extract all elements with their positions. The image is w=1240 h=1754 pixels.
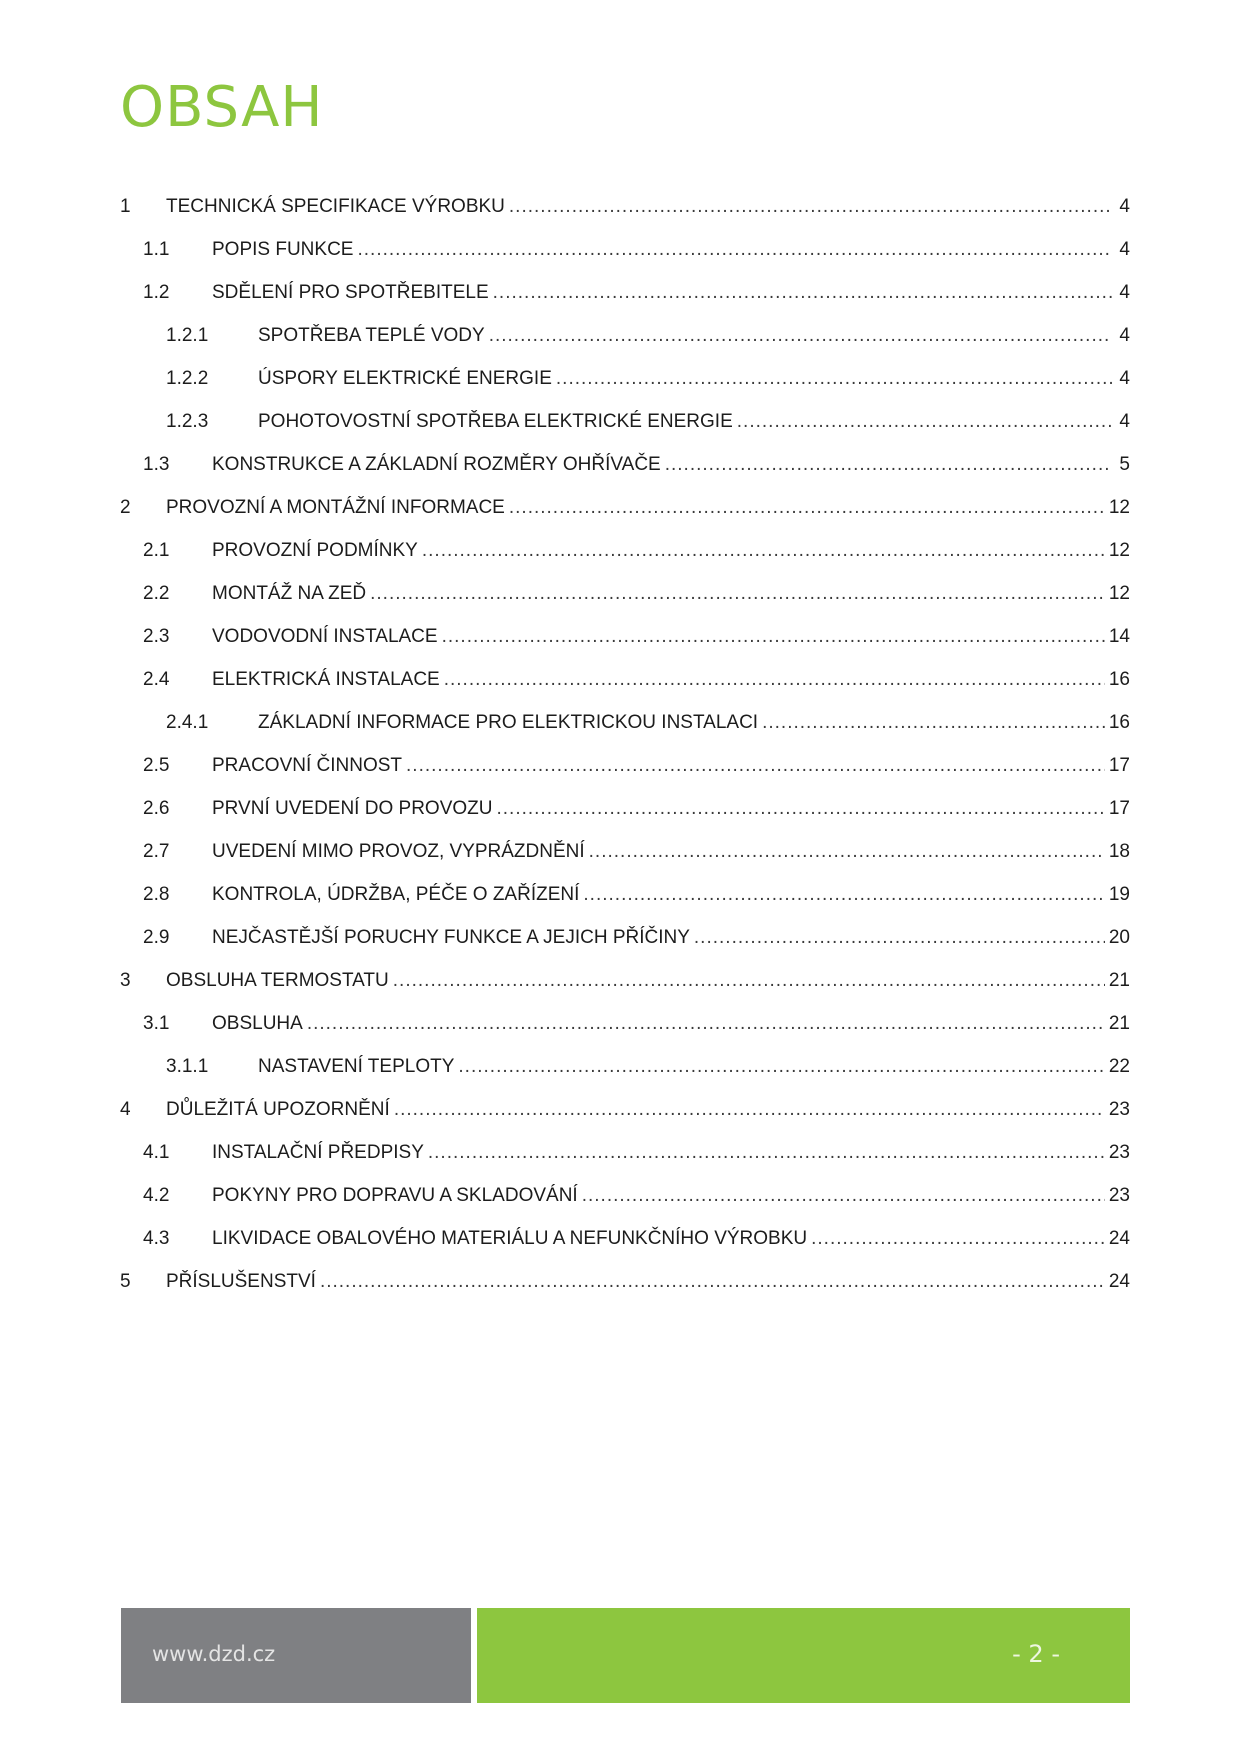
toc-dot-leader [444,658,1105,701]
toc-dot-leader [394,1088,1105,1131]
toc-entry-number: 3.1.1 [166,1056,209,1077]
toc-entry[interactable] [120,658,1130,701]
toc-entry-title[interactable]: PRVNÍ UVEDENÍ DO PROVOZU [212,798,493,819]
toc-entry-title[interactable]: PRACOVNÍ ČINNOST [212,755,403,776]
toc-entry-title[interactable]: LIKVIDACE OBALOVÉHO MATERIÁLU A NEFUNKČNÍHO VÝROBKU [212,1228,808,1249]
toc-entry-number: 1.2.1 [166,325,209,346]
table-of-contents [120,185,1130,1303]
toc-entry[interactable] [120,701,1130,744]
toc-entry-page-number: 23 [1108,1142,1130,1163]
toc-entry[interactable] [120,1131,1130,1174]
toc-entry-page-number: 16 [1108,712,1130,733]
toc-entry-page-number: 12 [1108,497,1130,518]
toc-entry[interactable] [120,1217,1130,1260]
toc-entry[interactable] [120,314,1130,357]
toc-entry[interactable] [120,1088,1130,1131]
toc-dot-leader [762,701,1105,744]
toc-entry-title[interactable]: TECHNICKÁ SPECIFIKACE VÝROBKU [166,196,505,217]
toc-entry-number: 2.1 [143,540,170,561]
toc-entry-number: 2.3 [143,626,170,647]
toc-entry[interactable] [120,443,1130,486]
toc-dot-leader [556,357,1112,400]
toc-dot-leader [357,228,1112,271]
toc-entry-page-number: 4 [1119,325,1130,346]
toc-entry-title[interactable]: ELEKTRICKÁ INSTALACE [212,669,440,690]
toc-entry-page-number: 4 [1119,196,1130,217]
toc-entry-number: 4.2 [143,1185,170,1206]
toc-dot-leader [582,1174,1105,1217]
toc-entry-page-number: 14 [1108,626,1130,647]
toc-dot-leader [737,400,1112,443]
toc-entry-title[interactable]: NASTAVENÍ TEPLOTY [258,1056,455,1077]
toc-entry-title[interactable]: INSTALAČNÍ PŘEDPISY [212,1142,424,1163]
toc-dot-leader [811,1217,1105,1260]
toc-entry-number: 4.3 [143,1228,170,1249]
toc-entry-number: 2.9 [143,927,170,948]
toc-entry-number: 2.4 [143,669,170,690]
toc-entry-title[interactable]: VODOVODNÍ INSTALACE [212,626,438,647]
toc-entry-page-number: 12 [1108,583,1130,604]
toc-entry-title[interactable]: MONTÁŽ NA ZEĎ [212,583,367,604]
toc-entry-title[interactable]: SDĚLENÍ PRO SPOTŘEBITELE [212,282,489,303]
toc-entry-page-number: 5 [1119,454,1130,475]
toc-entry-title[interactable]: PROVOZNÍ A MONTÁŽNÍ INFORMACE [166,497,505,518]
toc-entry-number: 1.2.2 [166,368,209,389]
toc-entry-page-number: 4 [1119,282,1130,303]
toc-entry-number: 2.7 [143,841,170,862]
page-title: OBSAH [120,75,324,140]
toc-entry[interactable] [120,744,1130,787]
toc-entry[interactable] [120,873,1130,916]
toc-entry[interactable] [120,572,1130,615]
toc-entry-title[interactable]: PŘÍSLUŠENSTVÍ [166,1271,316,1292]
toc-entry[interactable] [120,1174,1130,1217]
toc-entry-page-number: 24 [1108,1271,1130,1292]
toc-entry-number: 2.2 [143,583,170,604]
toc-entry-title[interactable]: UVEDENÍ MIMO PROVOZ, VYPRÁZDNĚNÍ [212,841,585,862]
toc-entry-title[interactable]: SPOTŘEBA TEPLÉ VODY [258,325,485,346]
toc-entry-number: 1.2.3 [166,411,209,432]
toc-entry-page-number: 24 [1108,1228,1130,1249]
toc-entry-page-number: 23 [1108,1099,1130,1120]
toc-entry-number: 5 [120,1271,131,1292]
toc-entry[interactable] [120,830,1130,873]
toc-entry-title[interactable]: POPIS FUNKCE [212,239,354,260]
toc-entry-number: 2 [120,497,131,518]
toc-entry[interactable] [120,615,1130,658]
toc-entry-number: 3 [120,970,131,991]
toc-entry[interactable] [120,400,1130,443]
toc-entry[interactable] [120,1260,1130,1303]
toc-entry-title[interactable]: ZÁKLADNÍ INFORMACE PRO ELEKTRICKOU INSTALACI [258,712,759,733]
toc-entry[interactable] [120,228,1130,271]
toc-entry-page-number: 17 [1108,798,1130,819]
toc-dot-leader [589,830,1105,873]
toc-entry-page-number: 19 [1108,884,1130,905]
toc-dot-leader [428,1131,1105,1174]
toc-entry-title[interactable]: ÚSPORY ELEKTRICKÉ ENERGIE [258,368,552,389]
toc-dot-leader [307,1002,1105,1045]
toc-entry[interactable] [120,959,1130,1002]
toc-entry-page-number: 23 [1108,1185,1130,1206]
toc-entry-page-number: 21 [1108,970,1130,991]
toc-dot-leader [320,1260,1105,1303]
toc-entry[interactable] [120,357,1130,400]
toc-entry-page-number: 22 [1108,1056,1130,1077]
toc-dot-leader [442,615,1105,658]
toc-dot-leader [422,529,1105,572]
toc-entry-title[interactable]: NEJČASTĚJŠÍ PORUCHY FUNKCE A JEJICH PŘÍČINY [212,927,690,948]
toc-entry-title[interactable]: OBSLUHA TERMOSTATU [166,970,389,991]
toc-dot-leader [496,787,1104,830]
toc-dot-leader [458,1045,1104,1088]
toc-dot-leader [370,572,1105,615]
toc-entry[interactable] [120,787,1130,830]
toc-entry-title[interactable]: PROVOZNÍ PODMÍNKY [212,540,418,561]
toc-dot-leader [406,744,1105,787]
toc-dot-leader [393,959,1105,1002]
toc-entry-page-number: 4 [1119,411,1130,432]
footer-page-number: - 2 - [1012,1640,1060,1668]
toc-entry[interactable] [120,185,1130,228]
toc-entry-page-number: 17 [1108,755,1130,776]
toc-dot-leader [493,271,1112,314]
toc-entry-title[interactable]: POHOTOVOSTNÍ SPOTŘEBA ELEKTRICKÉ ENERGIE [258,411,733,432]
toc-entry[interactable] [120,271,1130,314]
toc-entry-number: 2.4.1 [166,712,209,733]
footer-url[interactable]: www.dzd.cz [152,1642,276,1666]
toc-entry-number: 1.3 [143,454,170,475]
toc-entry-number: 4 [120,1099,131,1120]
toc-entry-number: 4.1 [143,1142,170,1163]
toc-dot-leader [583,873,1104,916]
toc-entry-page-number: 4 [1119,368,1130,389]
toc-entry-number: 2.8 [143,884,170,905]
toc-entry-title[interactable]: OBSLUHA [212,1013,303,1034]
toc-entry-number: 2.5 [143,755,170,776]
toc-entry-page-number: 16 [1108,669,1130,690]
toc-entry-title[interactable]: KONTROLA, ÚDRŽBA, PÉČE O ZAŘÍZENÍ [212,884,580,905]
toc-entry-number: 1.2 [143,282,170,303]
toc-entry[interactable] [120,486,1130,529]
toc-entry-page-number: 4 [1119,239,1130,260]
footer-url-block [121,1608,471,1703]
toc-entry-title[interactable]: DŮLEŽITÁ UPOZORNĚNÍ [166,1099,390,1120]
toc-entry-title[interactable]: KONSTRUKCE A ZÁKLADNÍ ROZMĚRY OHŘÍVAČE [212,454,661,475]
toc-entry-page-number: 20 [1108,927,1130,948]
toc-entry-number: 1.1 [143,239,170,260]
toc-dot-leader [489,314,1112,357]
page-footer [121,1608,1130,1703]
footer-page-block [477,1608,1130,1703]
toc-entry[interactable] [120,529,1130,572]
toc-dot-leader [509,486,1105,529]
toc-dot-leader [665,443,1112,486]
toc-entry[interactable] [120,1002,1130,1045]
toc-dot-leader [509,185,1112,228]
toc-entry[interactable] [120,916,1130,959]
toc-entry-number: 3.1 [143,1013,170,1034]
toc-entry[interactable] [120,1045,1130,1088]
toc-entry-page-number: 21 [1108,1013,1130,1034]
toc-entry-page-number: 12 [1108,540,1130,561]
toc-entry-number: 2.6 [143,798,170,819]
toc-entry-title[interactable]: POKYNY PRO DOPRAVU A SKLADOVÁNÍ [212,1185,578,1206]
toc-entry-number: 1 [120,196,131,217]
toc-dot-leader [694,916,1105,959]
toc-entry-page-number: 18 [1108,841,1130,862]
